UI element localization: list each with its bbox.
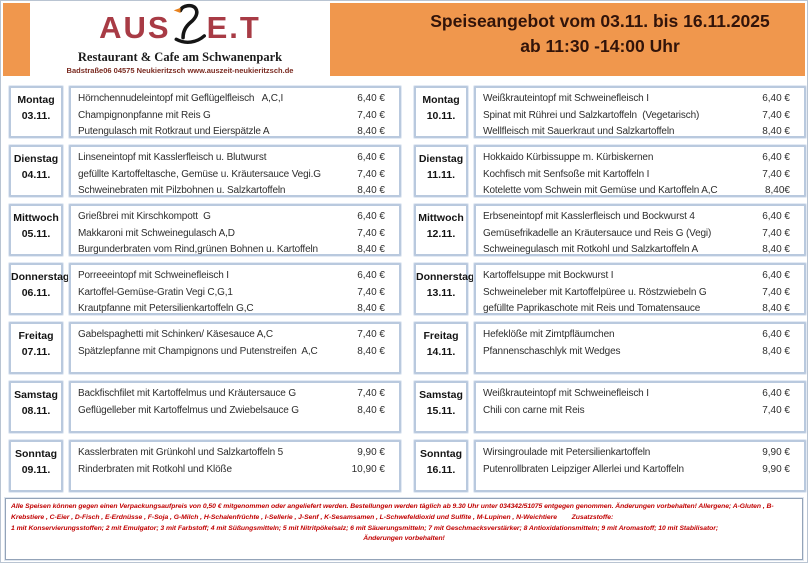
dish-cell xyxy=(474,322,806,374)
dish-cell xyxy=(69,381,401,433)
day-name: Donnerstag xyxy=(416,271,475,283)
day-cell xyxy=(9,322,63,374)
dish-name: Chili con carne mit Reis xyxy=(483,404,585,416)
day-name: Mittwoch xyxy=(418,212,464,224)
day-date: 08.11. xyxy=(21,405,51,418)
day-cell xyxy=(414,381,468,433)
menu-item xyxy=(78,242,399,256)
menu-item xyxy=(483,183,804,197)
logo-wordmark-left: AUS xyxy=(99,10,171,45)
dish-price: 8,40 € xyxy=(357,303,385,314)
header-band xyxy=(3,3,805,76)
dish-name: Weißkrauteintopf mit Schweinefleisch I xyxy=(483,388,649,399)
day-cell xyxy=(414,263,475,315)
menu-item xyxy=(78,344,399,361)
menu-item xyxy=(78,386,399,403)
table-row xyxy=(414,381,806,433)
dish-price: 7,40 € xyxy=(762,404,790,416)
dish-cell xyxy=(474,263,806,315)
day-name: Sonntag xyxy=(15,448,57,460)
dish-price: 7,40 € xyxy=(357,168,385,180)
dish-name: Wirsingroulade mit Petersilienkartoffeln xyxy=(483,447,651,458)
dish-price: 7,40 € xyxy=(357,227,385,239)
logo-address: Badstraße06 04575 Neukieritzsch www.auszeit-neukieritzsch.de xyxy=(66,66,294,75)
table-row xyxy=(9,322,401,374)
menu-item xyxy=(78,403,399,420)
menu-item xyxy=(483,462,804,479)
table-row xyxy=(414,145,806,197)
menu-item xyxy=(483,209,804,226)
day-name: Sonntag xyxy=(420,448,462,460)
day-date: 07.11. xyxy=(21,346,51,359)
table-row xyxy=(9,440,401,492)
dish-name: Hokkaido Kürbissuppe m. Kürbiskernen xyxy=(483,152,654,163)
offer-title xyxy=(399,3,801,76)
dish-price: 6,40 € xyxy=(357,270,385,281)
dish-name: Putenrollbraten Leipziger Allerlei und Kartoffeln xyxy=(483,463,684,475)
menu-item xyxy=(483,285,804,302)
dish-name: Champignonpfanne mit Reis G xyxy=(78,109,211,121)
day-name: Mittwoch xyxy=(13,212,59,224)
dish-name: Gemüsefrikadelle an Kräutersauce und Reis G (Vegi) xyxy=(483,227,712,239)
day-cell xyxy=(9,204,63,256)
footer-line: 1 mit Konservierungsstoffen; 2 mit Emulgator; 3 mit Farbstoff; 4 mit Süßungsmitteln; 5 mit Nitritpökelsalz; 6 mit Säuerungsmitteln; 7 mit Geschmacksverstärker; 8 Antioxidationsmitteln; 9 mit Aromastoff; 10 mit Stabilisator; xyxy=(11,524,719,532)
dish-price: 7,40 € xyxy=(357,388,385,399)
menu-item xyxy=(78,301,399,315)
dish-price: 8,40 € xyxy=(762,126,790,137)
day-name: Samstag xyxy=(419,389,463,401)
dish-name: Kartoffel-Gemüse-Gratin Vegi C,G,1 xyxy=(78,286,233,298)
dish-price: 8,40 € xyxy=(357,185,385,196)
dish-name: Weißkrauteintopf mit Schweinefleisch I xyxy=(483,93,649,104)
dish-price: 8,40 € xyxy=(357,126,385,137)
table-row xyxy=(414,86,806,138)
dish-name: Spätzlepfanne mit Champignons und Putenstreifen A,C xyxy=(78,345,318,357)
menu-item xyxy=(78,108,399,125)
table-row xyxy=(9,86,401,138)
dish-name: Backfischfilet mit Kartoffelmus und Kräutersauce G xyxy=(78,388,296,399)
menu-item xyxy=(483,91,804,108)
day-cell xyxy=(414,322,468,374)
dish-name: Putengulasch mit Rotkraut und Eierspätzle A xyxy=(78,126,270,137)
day-cell xyxy=(9,86,63,138)
dish-price: 7,40 € xyxy=(357,329,385,340)
table-row xyxy=(414,263,806,315)
dish-price: 9,90 € xyxy=(357,447,385,458)
logo-wordmark-right: E.T xyxy=(206,10,261,45)
dish-name: gefüllte Paprikaschote mit Reis und Tomatensauce xyxy=(483,303,701,314)
dish-price: 8,40€ xyxy=(764,185,790,196)
menu-item xyxy=(483,226,804,243)
table-row xyxy=(9,145,401,197)
dish-name: Kartoffelsuppe mit Bockwurst I xyxy=(483,270,614,281)
menu-item xyxy=(483,327,804,344)
day-name: Freitag xyxy=(18,330,54,342)
dish-name: Porreeeintopf mit Schweinefleisch I xyxy=(78,270,229,281)
dish-price: 9,90 € xyxy=(762,447,790,458)
day-date: 12.11. xyxy=(426,228,456,241)
footer-line: Änderungen vorbehalten! xyxy=(363,535,445,543)
dish-price: 7,40 € xyxy=(357,109,385,121)
day-cell xyxy=(414,204,468,256)
dish-price: 8,40 € xyxy=(357,244,385,255)
dish-name: Kasslerbraten mit Grünkohl und Salzkartoffeln 5 xyxy=(78,447,284,458)
menu-item xyxy=(78,124,399,138)
dish-cell xyxy=(474,440,806,492)
dish-name: Erbseneintopf mit Kasslerfleisch und Bockwurst 4 xyxy=(483,211,695,222)
dish-cell xyxy=(69,440,401,492)
dish-price: 7,40 € xyxy=(357,286,385,298)
table-row xyxy=(9,381,401,433)
logo-wordmark xyxy=(99,4,261,51)
dish-name: Kochfisch mit Senfsoße mit Kartoffeln I xyxy=(483,168,650,180)
menu-item xyxy=(78,285,399,302)
dish-price: 8,40 € xyxy=(357,345,385,357)
dish-price: 7,40 € xyxy=(762,286,790,298)
dish-name: Gabelspaghetti mit Schinken/ Käsesauce A,C xyxy=(78,329,273,340)
dish-price: 10,90 € xyxy=(351,463,385,475)
table-row xyxy=(414,204,806,256)
menu-item xyxy=(78,462,399,479)
menu-item xyxy=(483,124,804,138)
table-row xyxy=(414,440,806,492)
restaurant-logo xyxy=(30,3,330,76)
dish-price: 6,40 € xyxy=(762,152,790,163)
dish-name: Schweineleber mit Kartoffelpüree u. Röstzwiebeln G xyxy=(483,286,707,298)
menu-item xyxy=(483,242,804,256)
day-cell xyxy=(9,263,70,315)
day-date: 11.11. xyxy=(426,169,456,182)
dish-name: Spinat mit Rührei und Salzkartoffeln (Vegetarisch) xyxy=(483,109,700,121)
day-cell xyxy=(414,86,468,138)
dish-name: Schweinegulasch mit Rotkohl und Salzkartoffeln A xyxy=(483,244,698,255)
day-date: 03.11. xyxy=(21,110,51,123)
table-row xyxy=(9,263,401,315)
day-name: Samstag xyxy=(14,389,58,401)
dish-cell xyxy=(69,145,401,197)
dish-price: 8,40 € xyxy=(762,345,790,357)
day-cell xyxy=(9,381,63,433)
dish-price: 8,40 € xyxy=(762,244,790,255)
day-name: Freitag xyxy=(423,330,459,342)
footer-line: Krebstiere , C-Eier , D-Fisch , E-Erdnüsse , F-Soja , G-Milch , H-Schalenfrüchte , I-Sellerie , J-Senf , K-Sesamsamen , L-Schwefeldioxid und Sulfite , M-Lupinen , N-Weichtiere Zusatzstoffe: xyxy=(11,513,614,521)
dish-price: 9,90 € xyxy=(762,463,790,475)
dish-price: 8,40 € xyxy=(357,404,385,416)
dish-name: Linseneintopf mit Kasslerfleisch u. Blutwurst xyxy=(78,152,267,163)
dish-cell xyxy=(474,86,806,138)
menu-item xyxy=(78,167,399,184)
dish-price: 6,40 € xyxy=(762,329,790,340)
dish-price: 8,40 € xyxy=(762,303,790,314)
menu-item xyxy=(78,150,399,167)
table-row xyxy=(414,322,806,374)
menu-item xyxy=(483,301,804,315)
dish-price: 7,40 € xyxy=(762,168,790,180)
menu-item xyxy=(483,108,804,125)
dish-cell xyxy=(69,204,401,256)
day-name: Montag xyxy=(17,94,55,106)
menu-item xyxy=(78,268,399,285)
day-date: 16.11. xyxy=(426,464,456,477)
day-date: 14.11. xyxy=(426,346,456,359)
dish-name: Makkaroni mit Schweinegulasch A,D xyxy=(78,227,235,239)
day-name: Donnerstag xyxy=(11,271,70,283)
menu-item xyxy=(78,91,399,108)
menu-column-week2 xyxy=(414,86,806,492)
menu-column-week1 xyxy=(9,86,401,492)
dish-price: 6,40 € xyxy=(762,388,790,399)
day-date: 13.11. xyxy=(426,287,456,300)
footer-line: Alle Speisen können gegen einen Verpackungsaufpreis von 0,50 € mitgenommen oder angeliefert werden. Bestellungen werden täglich ab 9.30 Uhr unter 034342/51075 entgegen genommen. Änderungen vorbehalten! Allergene; A-Gluten , B- xyxy=(11,503,774,510)
dish-cell xyxy=(69,263,401,315)
dish-name: gefüllte Kartoffeltasche, Gemüse u. Kräutersauce Vegi.G xyxy=(78,168,321,180)
day-cell xyxy=(9,145,63,197)
menu-item xyxy=(483,150,804,167)
dish-name: Rinderbraten mit Rotkohl und Klöße xyxy=(78,463,232,475)
dish-price: 7,40 € xyxy=(762,227,790,239)
day-name: Montag xyxy=(422,94,460,106)
dish-cell xyxy=(69,322,401,374)
day-date: 09.11. xyxy=(21,464,51,477)
menu-item xyxy=(483,403,804,420)
footer-notes xyxy=(5,498,803,560)
dish-name: Krautpfanne mit Petersilienkartoffeln G,C xyxy=(78,303,254,314)
dish-cell xyxy=(474,145,806,197)
menu-item xyxy=(78,445,399,462)
dish-price: 6,40 € xyxy=(762,211,790,222)
menu-area xyxy=(9,86,806,492)
dish-name: Grießbrei mit Kirschkompott G xyxy=(78,211,211,222)
dish-price: 6,40 € xyxy=(762,93,790,104)
offer-title-line2: ab 11:30 -14:00 Uhr xyxy=(520,35,680,56)
day-cell xyxy=(414,440,468,492)
dish-name: Hörnchennudeleintopf mit Geflügelfleisch A,C,I xyxy=(78,93,284,104)
dish-name: Geflügelleber mit Kartoffelmus und Zwiebelsauce G xyxy=(78,404,299,416)
dish-price: 6,40 € xyxy=(357,211,385,222)
day-date: 05.11. xyxy=(21,228,51,241)
logo-subtitle: Restaurant & Cafe am Schwanenpark xyxy=(77,50,283,64)
dish-price: 6,40 € xyxy=(762,270,790,281)
menu-item xyxy=(78,183,399,197)
dish-name: Schweinebraten mit Pilzbohnen u. Salzkartoffeln xyxy=(78,185,286,196)
day-date: 04.11. xyxy=(21,169,51,182)
menu-item xyxy=(78,226,399,243)
swan-logo-icon xyxy=(172,3,206,50)
dish-name: Hefeklöße mit Zimtpfläumchen xyxy=(483,329,615,340)
menu-item xyxy=(78,327,399,344)
day-cell xyxy=(414,145,468,197)
day-cell xyxy=(9,440,63,492)
dish-cell xyxy=(474,204,806,256)
dish-name: Wellfleisch mit Sauerkraut und Salzkartoffeln xyxy=(483,126,675,137)
day-name: Dienstag xyxy=(418,153,464,165)
menu-item xyxy=(483,268,804,285)
dish-price: 7,40 € xyxy=(762,109,790,121)
menu-item xyxy=(483,386,804,403)
dish-price: 6,40 € xyxy=(357,93,385,104)
day-date: 06.11. xyxy=(21,287,51,300)
dish-cell xyxy=(69,86,401,138)
dish-price: 6,40 € xyxy=(357,152,385,163)
dish-cell xyxy=(474,381,806,433)
day-date: 10.11. xyxy=(426,110,456,123)
dish-name: Burgunderbraten vom Rind,grünen Bohnen u. Kartoffeln xyxy=(78,244,318,255)
menu-item xyxy=(78,209,399,226)
day-date: 15.11. xyxy=(426,405,456,418)
menu-item xyxy=(483,445,804,462)
offer-title-line1: Speiseangebot vom 03.11. bis 16.11.2025 xyxy=(430,10,770,31)
menu-item xyxy=(483,167,804,184)
day-name: Dienstag xyxy=(13,153,59,165)
dish-name: Pfannenschaschlyk mit Wedges xyxy=(483,345,621,357)
dish-name: Kotelette vom Schwein mit Gemüse und Kartoffeln A,C xyxy=(483,185,718,196)
menu-item xyxy=(483,344,804,361)
table-row xyxy=(9,204,401,256)
